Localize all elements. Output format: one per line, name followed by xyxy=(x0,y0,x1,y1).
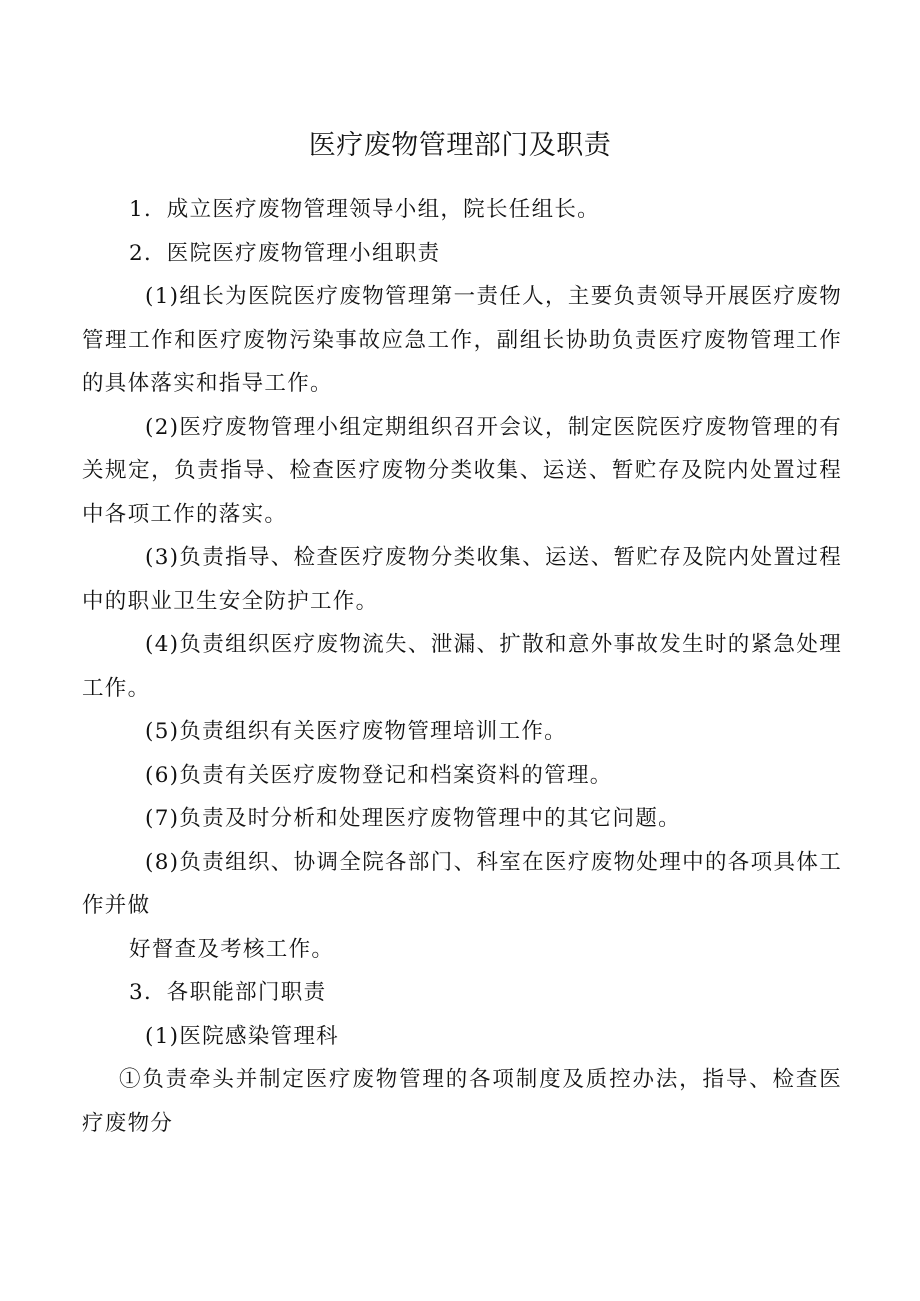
paragraph-3-1: (1)医院感染管理科 xyxy=(145,1023,339,1049)
paragraph-2-5: (5)负责组织有关医疗废物管理培训工作。 xyxy=(145,719,567,744)
document-body xyxy=(82,188,842,1145)
paragraph-2: 2．医院医疗废物管理小组职责 xyxy=(129,240,441,266)
paragraph-3: 3．各职能部门职责 xyxy=(129,980,327,1005)
paragraph-2-7: (7)负责及时分析和处理医疗废物管理中的其它问题。 xyxy=(145,806,681,831)
document-title: 医疗废物管理部门及职责 xyxy=(308,130,612,161)
paragraph-3-1-item-1: ①负责牵头并制定医疗废物管理的各项制度及质控办法，指导、检查医疗废物分 xyxy=(82,1067,842,1136)
paragraph-2-1: (1)组长为医院医疗废物管理第一责任人，主要负责领导开展医疗废物管理工作和医疗废物污染事故应急工作，副组长协助负责医疗废物管理工作的具体落实和指导工作。 xyxy=(82,284,842,396)
paragraph-2-8-continued: 好督查及考核工作。 xyxy=(129,936,335,962)
paragraph-2-4: (4)负责组织医疗废物流失、泄漏、扩散和意外事故发生时的紧急处理工作。 xyxy=(82,632,842,701)
paragraph-2-3: (3)负责指导、检查医疗废物分类收集、运送、暂贮存及院内处置过程中的职业卫生安全防护工作。 xyxy=(82,545,842,614)
paragraph-2-2: (2)医疗废物管理小组定期组织召开会议，制定医院医疗废物管理的有关规定，负责指导、检查医疗废物分类收集、运送、暂贮存及院内处置过程中各项工作的落实。 xyxy=(82,414,842,527)
paragraph-2-6: (6)负责有关医疗废物登记和档案资料的管理。 xyxy=(145,762,613,788)
paragraph-1: 1．成立医疗废物管理领导小组，院长任组长。 xyxy=(129,197,600,222)
paragraph-2-8: (8)负责组织、协调全院各部门、科室在医疗废物处理中的各项具体工作并做 xyxy=(82,849,842,918)
